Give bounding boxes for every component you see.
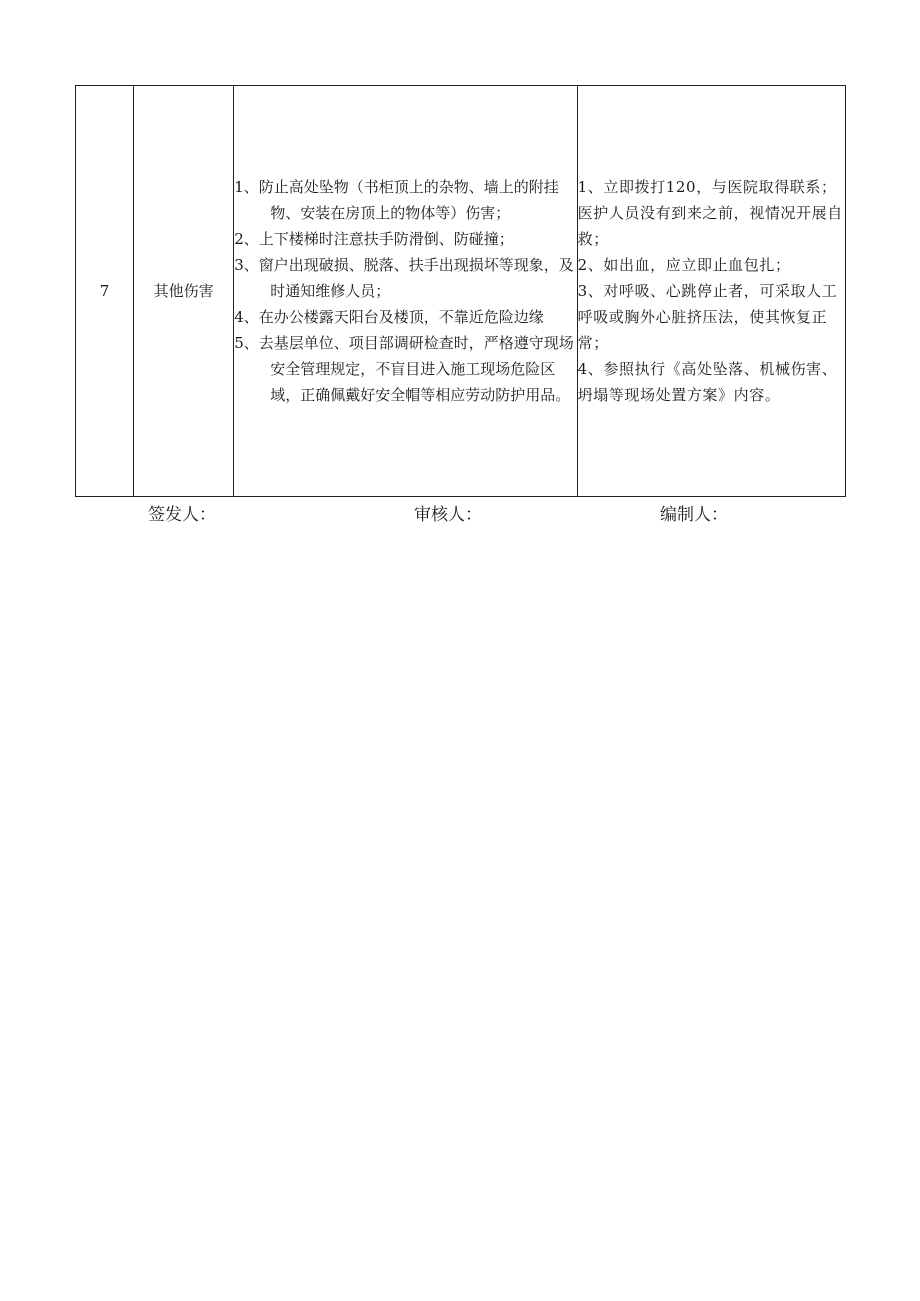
list-item: 3、窗户出现破损、脱落、扶手出现损坏等现象，及时通知维修人员； — [234, 256, 574, 300]
list-item: 3、对呼吸、心跳停止者，可采取人工呼吸或胸外心脏挤压法，使其恢复正常； — [577, 282, 838, 352]
list-item: 4、在办公楼露天阳台及楼顶，不靠近危险边缘 — [234, 308, 544, 326]
signature-row — [0, 498, 920, 528]
issuer-label: 签发人： — [148, 505, 216, 525]
prevention-measures-cell — [234, 86, 577, 497]
compiler-label: 编制人： — [660, 505, 728, 525]
emergency-actions-list — [578, 174, 845, 408]
table-row — [76, 86, 846, 497]
prevention-measures-list — [234, 174, 576, 408]
list-item: 2、上下楼梯时注意扶手防滑倒、防碰撞； — [234, 230, 514, 248]
list-item: 5、去基层单位、项目部调研检查时，严格遵守现场安全管理规定，不盲目进入施工现场危险区域，正确佩戴好安全帽等相应劳动防护用品。 — [234, 334, 574, 404]
list-item: 4、参照执行《高处坠落、机械伤害、坍塌等现场处置方案》内容。 — [577, 360, 838, 404]
hazard-table — [75, 85, 846, 497]
list-item: 1、立即拨打120，与医院取得联系；医护人员没有到来之前，视情况开展自救； — [577, 178, 843, 248]
hazard-type: 其他伤害 — [134, 86, 234, 497]
row-number: 7 — [76, 86, 134, 497]
emergency-actions-cell — [577, 86, 845, 497]
reviewer-label: 审核人： — [414, 505, 482, 525]
list-item: 1、防止高处坠物（书柜顶上的杂物、墙上的附挂物、安装在房顶上的物体等）伤害； — [234, 178, 559, 222]
list-item: 2、如出血，应立即止血包扎； — [577, 256, 791, 274]
